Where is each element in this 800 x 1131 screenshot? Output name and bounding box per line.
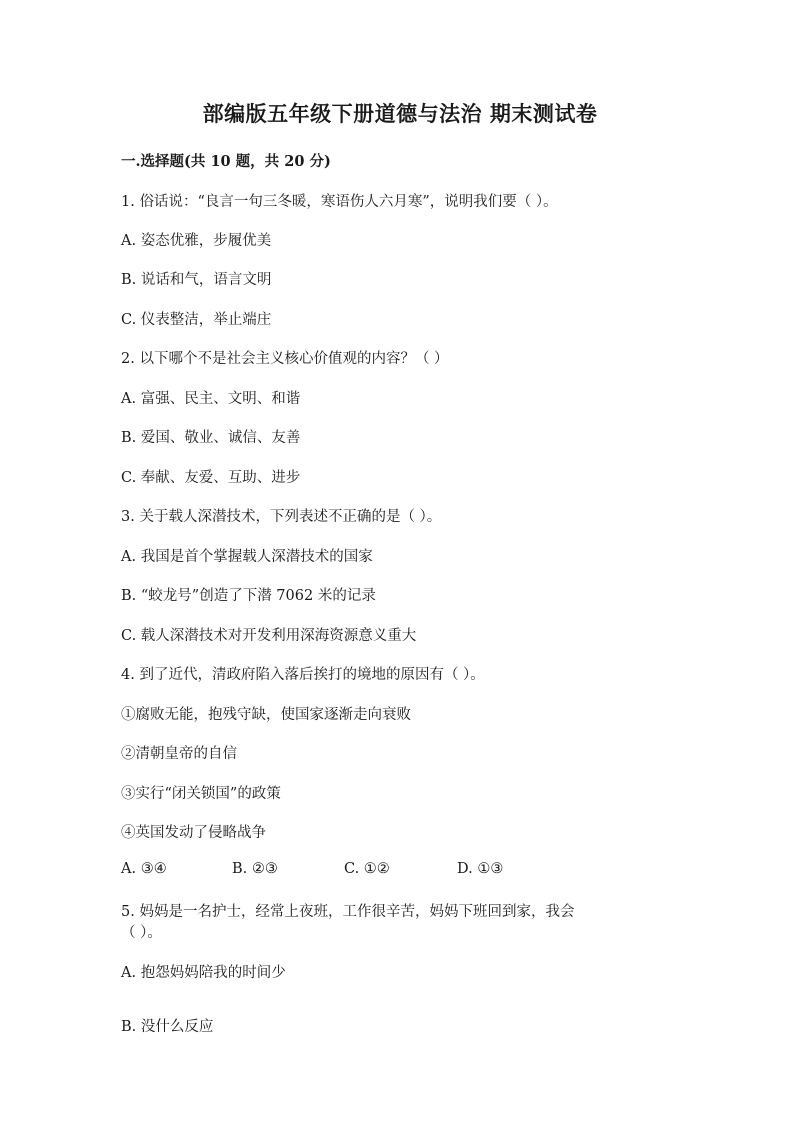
question-5-stem-line-1: 5. 妈妈是一名护士，经常上夜班，工作很辛苦，妈妈下班回到家，我会	[121, 904, 575, 920]
question-4-option-b: B. ②③	[232, 861, 278, 877]
question-4-statement-1: ①腐败无能，抱残守缺，使国家逐渐走向衰败	[121, 707, 411, 723]
question-4-stem: 4. 到了近代，清政府陷入落后挨打的境地的原因有（ ）。	[121, 667, 485, 683]
question-4-statement-4: ④英国发动了侵略战争	[121, 825, 266, 841]
question-4-option-d: D. ①③	[457, 861, 504, 877]
question-1-option-a: A. 姿态优雅，步履优美	[121, 233, 272, 249]
section-heading: 一.选择题(共 10 题，共 20 分)	[121, 153, 331, 170]
question-4-options	[121, 861, 503, 877]
question-5-option-b: B. 没什么反应	[121, 1019, 214, 1035]
question-2-option-b: B. 爱国、敬业、诚信、友善	[121, 430, 301, 446]
question-5-stem-line-2: （ ）。	[121, 925, 162, 941]
question-1-stem: 1. 俗话说：“良言一句三冬暖，寒语伤人六月寒”，说明我们要（ ）。	[121, 194, 558, 210]
question-5-option-a: A. 抱怨妈妈陪我的时间少	[121, 965, 286, 981]
question-1-option-b: B. 说话和气，语言文明	[121, 272, 272, 288]
question-4-option-c: C. ①②	[344, 861, 390, 877]
question-2-stem: 2. 以下哪个不是社会主义核心价值观的内容？（ ）	[121, 351, 449, 367]
question-3-option-b: B. “蛟龙号”创造了下潜 7062 米的记录	[121, 588, 376, 604]
question-2-option-a: A. 富强、民主、文明、和谐	[121, 391, 301, 407]
question-2-option-c: C. 奉献、友爱、互助、进步	[121, 470, 301, 486]
question-4-option-a: A. ③④	[121, 861, 167, 877]
question-4-statement-3: ③实行“闭关锁国”的政策	[121, 786, 281, 802]
question-3-stem: 3. 关于载人深潜技术，下列表述不正确的是（ ）。	[121, 509, 442, 525]
question-3-option-a: A. 我国是首个掌握载人深潜技术的国家	[121, 549, 373, 565]
question-4-statement-2: ②清朝皇帝的自信	[121, 746, 237, 762]
question-3-option-c: C. 载人深潜技术对开发利用深海资源意义重大	[121, 628, 417, 644]
page-title: 部编版五年级下册道德与法治 期末测试卷	[202, 101, 598, 126]
question-1-option-c: C. 仪表整洁，举止端庄	[121, 312, 272, 328]
